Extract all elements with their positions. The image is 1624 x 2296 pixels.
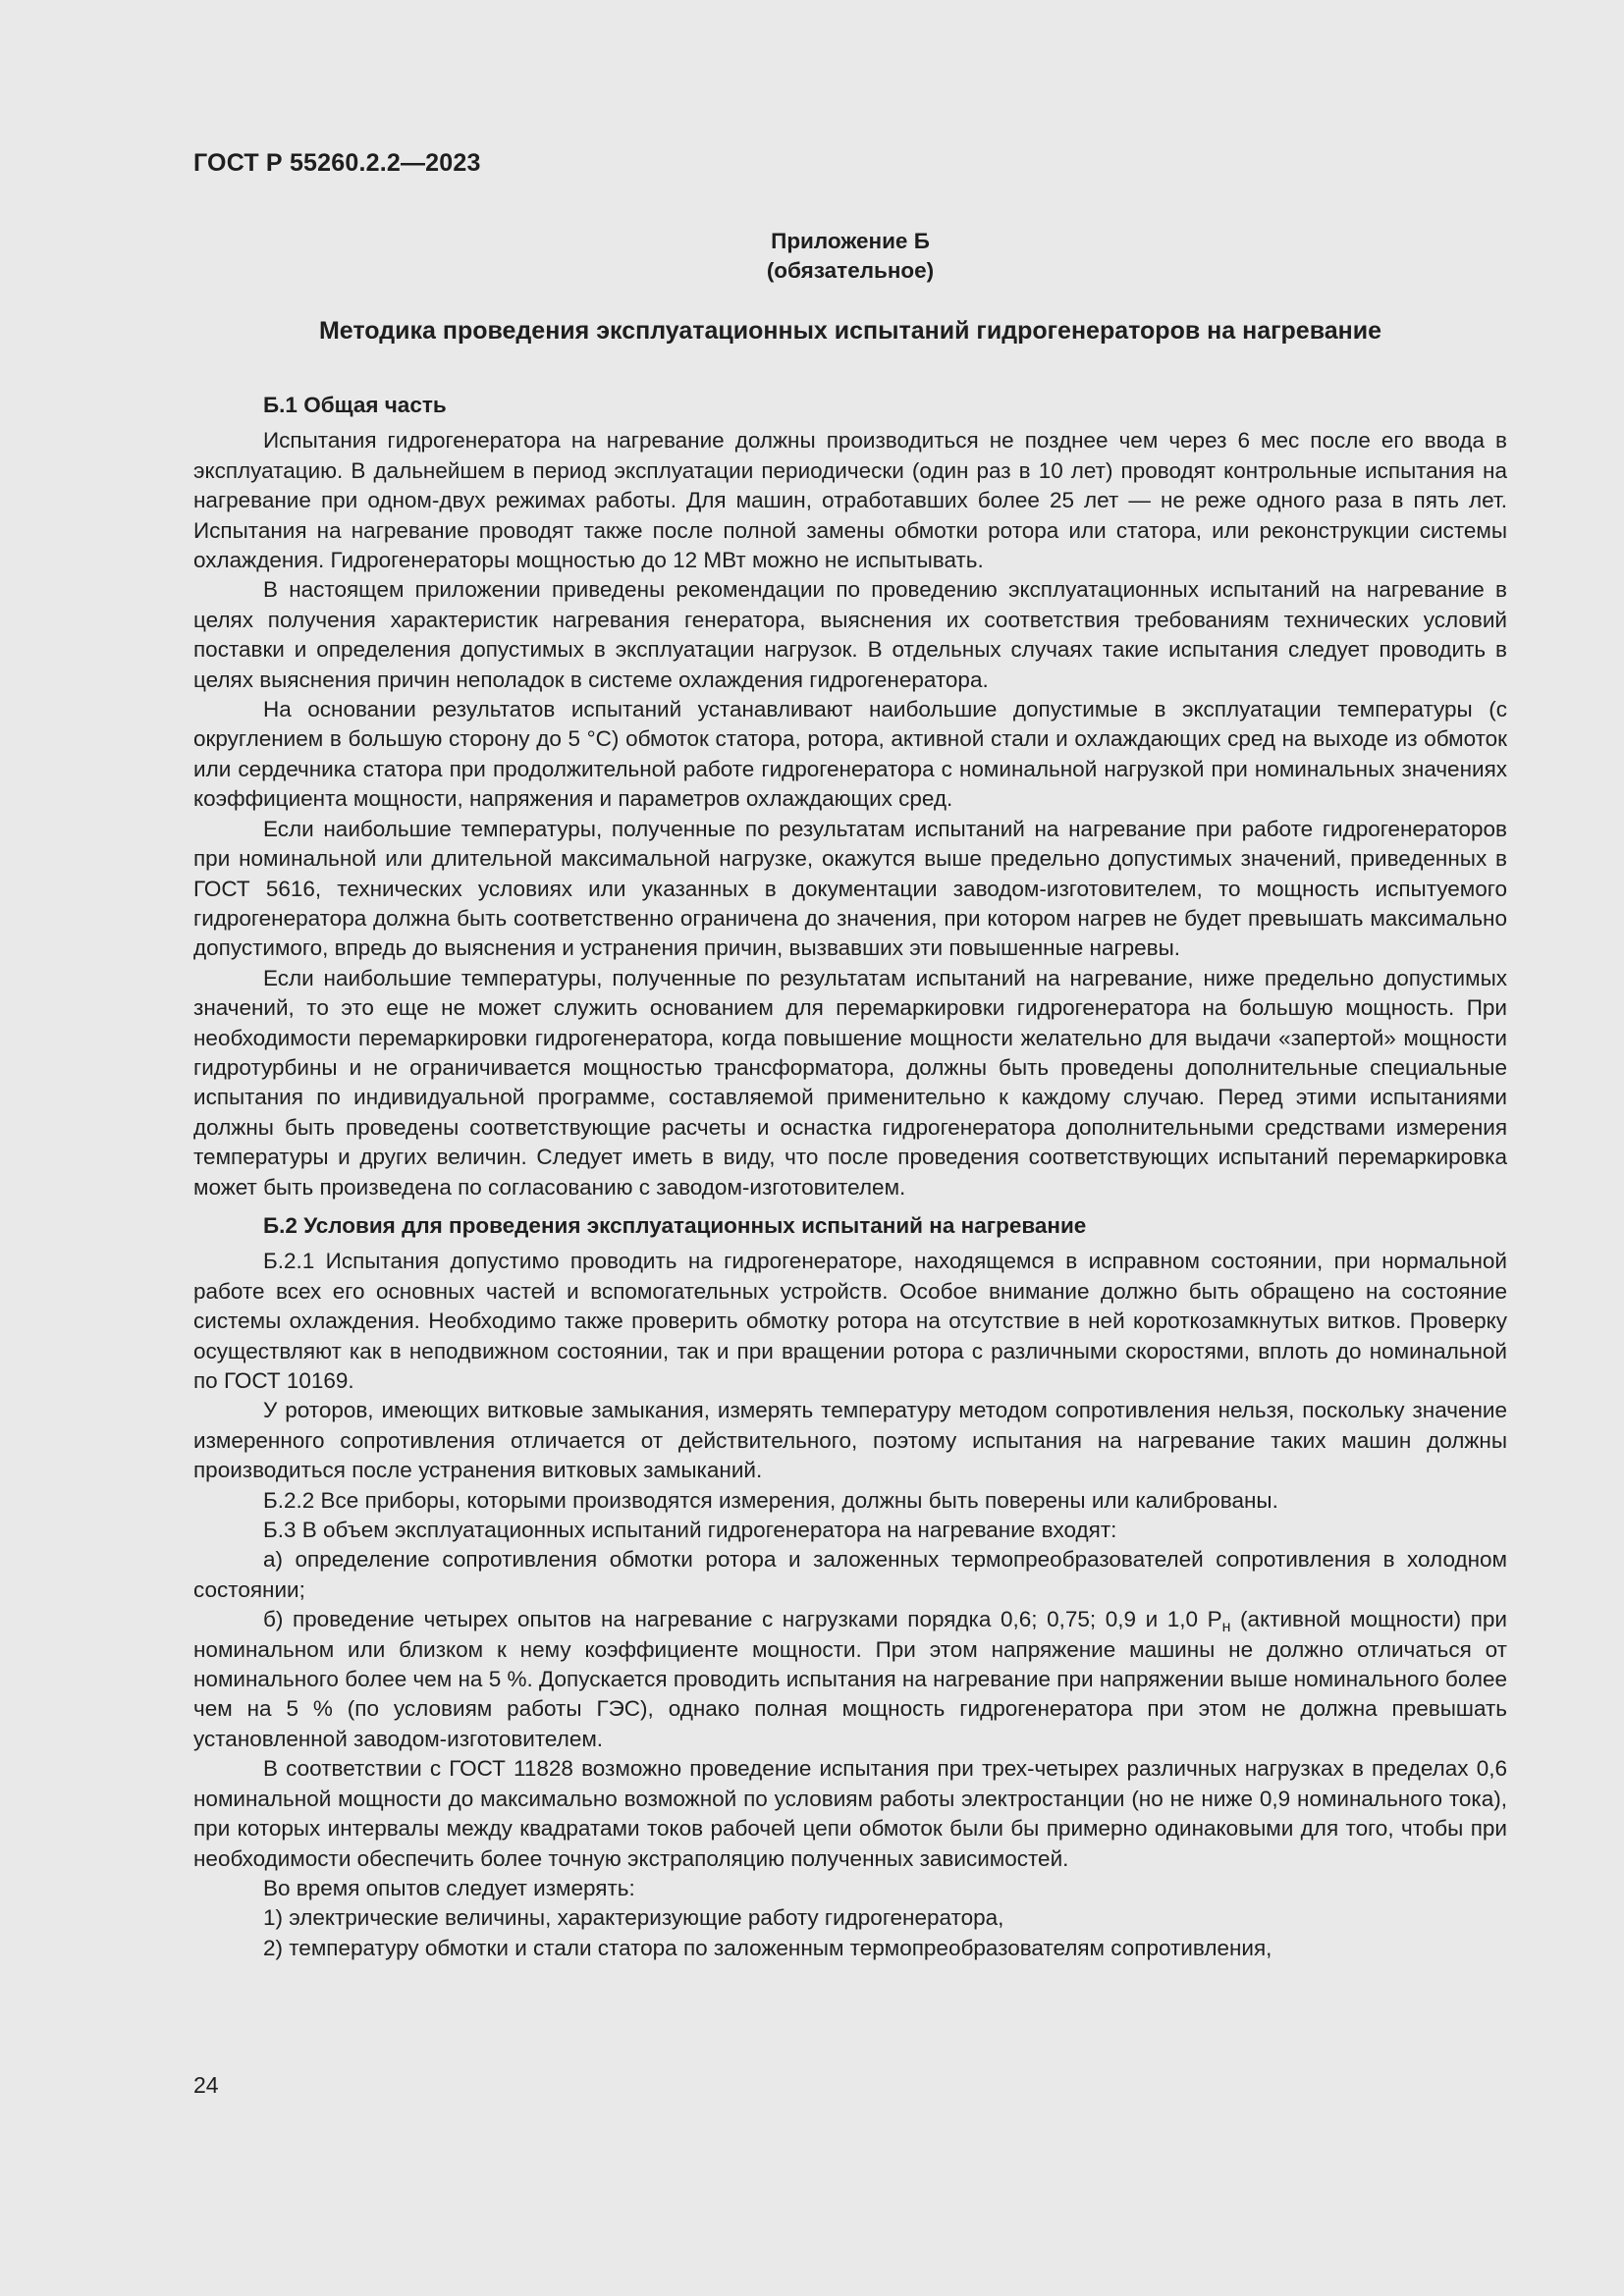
section-heading-b1: Б.1 Общая часть [263, 393, 447, 417]
paragraph: Во время опытов следует измерять: [263, 1875, 635, 1900]
paragraph: В соответствии с ГОСТ 11828 возможно проведение испытания при трех-четырех различных нагрузках в пределах 0,6 номинальной мощности до максимально возможной по условиям работы электростанции (но не ниже 0,9 номинального тока), при которых интервалы между квадратами токов рабочей цепи обмоток были бы примерно одинаковыми для того, чтобы при необходимости обеспечить более точную экстраполяцию полученных зависимостей. [193, 1756, 1507, 1871]
paragraph: Б.2.2 Все приборы, которыми производятся измерения, должны быть поверены или калиброваны. [263, 1487, 1278, 1513]
paragraph: В настоящем приложении приведены рекомендации по проведению эксплуатационных испытаний на нагревание в целях получения характеристик нагревания генератора, выяснения их соответствия требованиям технических условий поставки и определения допустимых в эксплуатации нагрузок. В отдельных случаях такие испытания следует проводить в целях выяснения причин неполадок в системе охлаждения гидрогенератора. [193, 577, 1507, 692]
appendix-status: (обязательное) [766, 258, 935, 283]
paragraph: У роторов, имеющих витковые замыкания, измерять температуру методом сопротивления нельзя, поскольку значение измеренного сопротивления отличается от действительного, поэтому испытания на нагревание таких машин должны производиться после устранения витковых замыканий. [193, 1398, 1507, 1483]
section-heading-b2: Б.2 Условия для проведения эксплуатационных испытаний на нагревание [263, 1212, 1087, 1238]
text-run: (активной мощности) при номинальном или близком к нему коэффициенте мощности. При этом напряжение машины не должно отличаться от номинального более чем на 5 %. Допускается проводить испытания на нагревание при напряжении выше номинального более чем на 5 % (по условиям работы ГЭС), однако полная мощность гидрогенератора при этом не должна превышать установленной заводом-изготовителем. [193, 1607, 1507, 1751]
list-item: 1) электрические величины, характеризующие работу гидрогенератора, [263, 1905, 1004, 1931]
paragraph: Б.2.1 Испытания допустимо проводить на гидрогенераторе, находящемся в исправном состоянии, при нормальной работе всех его основных частей и вспомогательных устройств. Особое внимание должно быть обращено на состояние системы охлаждения. Необходимо также проверить обмотку ротора на отсутствие в ней короткозамкнутых витков. Проверку осуществляют как в неподвижном состоянии, так и при вращении ротора с различными скоростями, вплоть до номинальной по ГОСТ 10169. [193, 1249, 1507, 1393]
text-run: б) проведение четырех опытов на нагревание с нагрузками порядка 0,6; 0,75; 0,9 и 1,0 P [263, 1607, 1222, 1632]
page-number: 24 [193, 2072, 219, 2098]
document-title: Методика проведения эксплуатационных испытаний гидрогенераторов на нагревание [318, 317, 1382, 345]
standard-header: ГОСТ Р 55260.2.2—2023 [193, 149, 481, 177]
paragraph: На основании результатов испытаний устанавливают наибольшие допустимые в эксплуатации температуры (с округлением в большую сторону до 5 °С) обмоток статора, ротора, активной стали и охлаждающих сред на выходе из обмоток или сердечника статора при продолжительной работе гидрогенератора с номинальной нагрузкой при номинальных значениях коэффициента мощности, напряжения и параметров охлаждающих сред. [193, 697, 1507, 812]
paragraph: Б.3 В объем эксплуатационных испытаний гидрогенератора на нагревание входят: [263, 1518, 1117, 1543]
paragraph: Если наибольшие температуры, полученные по результатам испытаний на нагревание при работе гидрогенераторов при номинальной или длительной максимальной нагрузке, окажутся выше предельно допустимых значений, приведенных в ГОСТ 5616, технических условиях или указанных в документации заводом-изготовителем, то мощность испытуемого гидрогенератора должна быть соответственно ограничена до значения, при котором нагрев не будет превышать максимально допустимого, впредь до выяснения и устранения причин, вызвавших эти повышенные нагревы. [193, 816, 1507, 961]
appendix-title: Приложение Б [771, 229, 930, 253]
subscript: н [1221, 1619, 1231, 1636]
paragraph: Испытания гидрогенератора на нагревание должны производиться не позднее чем через 6 мес после его ввода в эксплуатацию. В дальнейшем в период эксплуатации периодически (один раз в 10 лет) проводят контрольные испытания на нагревание при одном-двух режимах работы. Для машин, отработавших более 25 лет — не реже одного раза в пять лет. Испытания на нагревание проводят также после полной замены обмотки ротора или статора, или реконструкции системы охлаждения. Гидрогенераторы мощностью до 12 МВт можно не испытывать. [193, 428, 1507, 573]
list-item: а) определение сопротивления обмотки ротора и заложенных термопреобразователей сопротивления в холодном состоянии; [193, 1547, 1507, 1602]
list-item: 2) температуру обмотки и стали статора по заложенным термопреобразователям сопротивления, [263, 1935, 1272, 1960]
document-body [193, 391, 1507, 1963]
paragraph: Если наибольшие температуры, полученные по результатам испытаний на нагревание, ниже предельно допустимых значений, то это еще не может служить основанием для перемаркировки гидрогенератора на большую мощность. При необходимости перемаркировки гидрогенератора, когда повышение мощности желательно для выдачи «запертой» мощности гидротурбины и не ограничивается мощностью трансформатора, должны быть проведены дополнительные специальные испытания по индивидуальной программе, составляемой применительно к каждому случаю. Перед этими испытаниями должны быть проведены соответствующие расчеты и оснастка гидрогенератора дополнительными средствами измерения температуры и других величин. Следует иметь в виду, что после проведения соответствующих испытаний перемаркировка может быть произведена по согласованию с заводом-изготовителем. [193, 965, 1507, 1200]
appendix-caption [193, 227, 1507, 286]
list-item [193, 1605, 1507, 1754]
